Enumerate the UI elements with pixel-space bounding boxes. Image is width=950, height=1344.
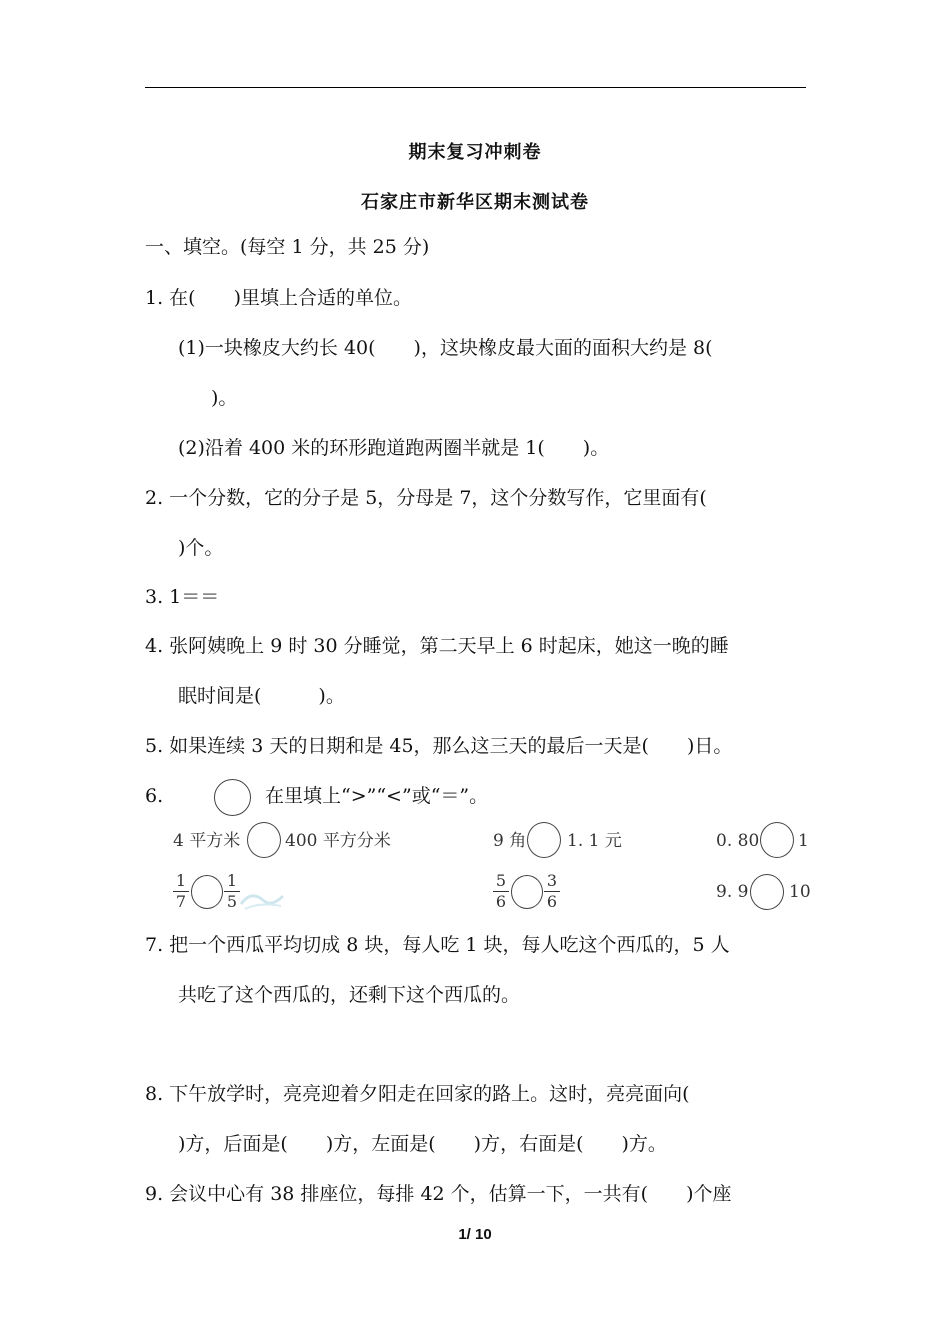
question-6-number: 6. [145, 785, 164, 807]
header-rule [145, 87, 806, 88]
fraction-denominator: 7 [175, 892, 187, 911]
fraction-denominator: 6 [546, 892, 558, 911]
compare-2-right: 1. 1 元 [567, 831, 622, 851]
question-3: 3. 1＝＝ [145, 586, 220, 608]
compare-4-circle[interactable] [191, 875, 223, 909]
question-1-part2: (2)沿着 400 米的环形跑道跑两圈半就是 1( )。 [178, 437, 610, 459]
fraction-numerator: 1 [175, 871, 187, 890]
fraction-denominator: 6 [495, 892, 507, 911]
fraction-1-7 [173, 872, 189, 911]
compare-6-left: 9. 9 [716, 882, 749, 902]
question-2-line1: 2. 一个分数，它的分子是 5，分母是 7，这个分数写作，它里面有( [145, 487, 707, 509]
page-number: 1/ 10 [458, 1226, 492, 1243]
question-7-line2: 共吃了这个西瓜的，还剩下这个西瓜的。 [178, 984, 521, 1006]
compare-6-right: 10 [789, 882, 811, 902]
question-6-instruction: 在里填上“>”“<”或“＝”。 [265, 785, 489, 807]
page-subtitle: 石家庄市新华区期末测试卷 [361, 192, 589, 213]
question-1-part1-line1: (1)一块橡皮大约长 40( )，这块橡皮最大面的面积大约是 8( [178, 337, 713, 359]
compare-6-circle[interactable] [750, 874, 784, 910]
watermark-logo [237, 882, 287, 912]
question-2-line2: )个。 [178, 537, 224, 559]
fraction-numerator: 1 [226, 871, 238, 890]
fraction-3-6 [544, 872, 560, 911]
compare-1-circle[interactable] [247, 822, 281, 858]
question-9-line1: 9. 会议中心有 38 排座位，每排 42 个，估算一下，一共有( )个座 [145, 1183, 732, 1205]
compare-1-left: 4 平方米 [173, 831, 241, 851]
question-8-line2: )方，后面是( )方，左面是( )方，右面是( )方。 [178, 1133, 667, 1155]
question-8-line1: 8. 下午放学时，亮亮迎着夕阳走在回家的路上。这时，亮亮面向( [145, 1083, 690, 1105]
question-1-part1-line2: )。 [211, 387, 238, 409]
question-4-line2: 眠时间是( )。 [178, 685, 345, 707]
fraction-numerator: 5 [495, 871, 507, 890]
fraction-1-5 [224, 872, 240, 911]
question-1-stem: 1. 在( )里填上合适的单位。 [145, 287, 412, 309]
compare-3-circle[interactable] [760, 822, 794, 858]
compare-5-circle[interactable] [511, 875, 543, 909]
section-heading: 一、填空。(每空 1 分，共 25 分) [145, 236, 430, 258]
page-title: 期末复习冲刺卷 [408, 142, 542, 163]
compare-2-left: 9 角 [493, 831, 527, 851]
fraction-numerator: 3 [546, 871, 558, 890]
compare-2-circle[interactable] [527, 822, 561, 858]
compare-3-right: 1 [798, 831, 809, 851]
compare-circle-sample [214, 779, 251, 816]
question-7-line1: 7. 把一个西瓜平均切成 8 块，每人吃 1 块，每人吃这个西瓜的，5 人 [145, 934, 730, 956]
compare-1-right: 400 平方分米 [285, 831, 391, 851]
fraction-5-6 [493, 872, 509, 911]
fraction-denominator: 5 [226, 892, 238, 911]
question-5: 5. 如果连续 3 天的日期和是 45，那么这三天的最后一天是( )日。 [145, 735, 733, 757]
question-4-line1: 4. 张阿姨晚上 9 时 30 分睡觉，第二天早上 6 时起床，她这一晚的睡 [145, 635, 729, 657]
compare-3-left: 0. 80 [716, 831, 760, 851]
